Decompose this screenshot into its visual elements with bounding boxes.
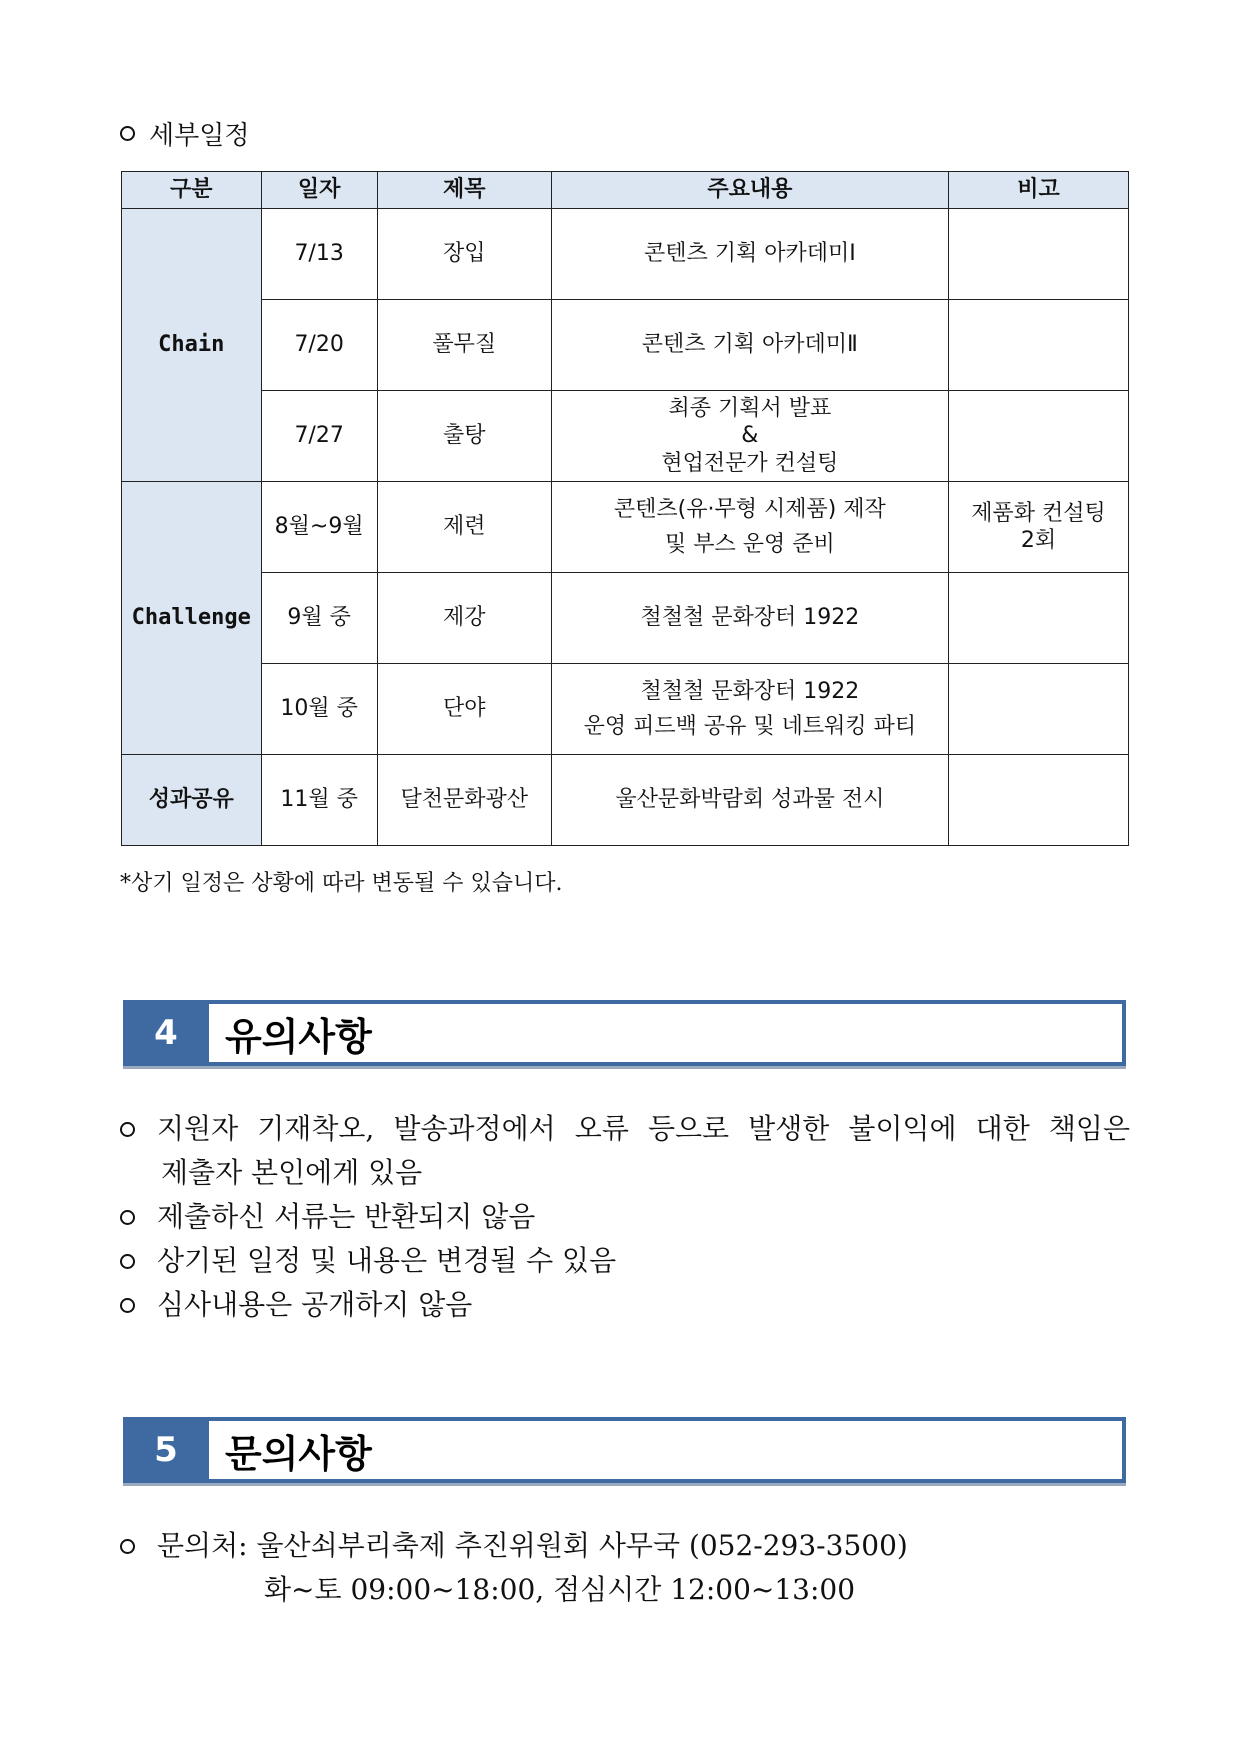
row-note bbox=[949, 573, 1129, 664]
row-content bbox=[551, 664, 948, 755]
content-line: 운영 피드백 공유 및 네트워킹 파티 bbox=[583, 714, 917, 739]
table-row bbox=[122, 209, 1129, 300]
row-title: 장입 bbox=[377, 209, 551, 300]
table-row bbox=[122, 664, 1129, 755]
row-note bbox=[949, 209, 1129, 300]
schedule-heading-text: 세부일정 bbox=[149, 121, 250, 151]
note-line: 2회 bbox=[1020, 528, 1057, 553]
row-content bbox=[551, 482, 948, 573]
content-line: 콘텐츠(유·무형 시제품) 제작 bbox=[613, 496, 886, 522]
notice-text: 제출하신 서류는 반환되지 않음 bbox=[157, 1200, 536, 1233]
notice-text: 지원자 기재착오, 발송과정에서 오류 등으로 발생한 불이익에 대한 책임은 bbox=[157, 1112, 1130, 1145]
row-title: 달천문화광산 bbox=[377, 755, 551, 846]
table-row bbox=[122, 300, 1129, 391]
section-4-title-box bbox=[209, 1000, 1126, 1066]
row-content: 콘텐츠 기획 아카데미Ⅰ bbox=[551, 209, 948, 300]
row-date: 9월 중 bbox=[261, 573, 377, 664]
row-title: 제련 bbox=[377, 482, 551, 573]
row-title: 출탕 bbox=[377, 391, 551, 482]
table-row bbox=[122, 482, 1129, 573]
row-date: 7/13 bbox=[261, 209, 377, 300]
list-item bbox=[120, 1283, 1130, 1327]
content-line: & bbox=[741, 423, 759, 449]
content-line: 및 부스 운영 준비 bbox=[664, 532, 835, 557]
table-row bbox=[122, 573, 1129, 664]
row-note bbox=[949, 391, 1129, 482]
circle-bullet-icon bbox=[120, 1122, 135, 1137]
schedule-heading bbox=[120, 115, 249, 152]
group-challenge-label: Challenge bbox=[131, 605, 251, 631]
row-title: 풀무질 bbox=[377, 300, 551, 391]
row-title: 단야 bbox=[377, 664, 551, 755]
circle-bullet-icon bbox=[120, 1298, 135, 1313]
section-5-title-box bbox=[209, 1417, 1126, 1483]
content-line: 최종 기획서 발표 bbox=[668, 395, 832, 421]
circle-bullet-icon bbox=[120, 1210, 135, 1225]
contact-text: 문의처: 울산쇠부리축제 추진위원회 사무국 (052-293-3500) bbox=[157, 1529, 908, 1562]
notice-continuation bbox=[120, 1151, 1130, 1195]
header-title: 제목 bbox=[377, 172, 551, 209]
group-chain bbox=[122, 209, 262, 482]
contact-list bbox=[120, 1524, 1130, 1612]
group-results bbox=[122, 755, 262, 846]
group-chain-label: Chain bbox=[158, 332, 225, 358]
row-note bbox=[949, 664, 1129, 755]
row-date: 11월 중 bbox=[261, 755, 377, 846]
contact-hours: 화~토 09:00~18:00, 점심시간 12:00~13:00 bbox=[264, 1573, 856, 1606]
section-5-title: 문의사항 bbox=[225, 1431, 372, 1476]
schedule-footnote: *상기 일정은 상황에 따라 변동될 수 있습니다. bbox=[120, 871, 563, 896]
row-note bbox=[949, 755, 1129, 846]
group-results-label: 성과공유 bbox=[148, 787, 234, 813]
row-content bbox=[551, 391, 948, 482]
circle-bullet-icon bbox=[120, 126, 135, 141]
notice-text: 심사내용은 공개하지 않음 bbox=[157, 1288, 473, 1321]
group-challenge bbox=[122, 482, 262, 755]
section-4-number: 4 bbox=[123, 1000, 209, 1066]
note-line: 제품화 컨설팅 bbox=[971, 500, 1106, 526]
section-4-title: 유의사항 bbox=[225, 1014, 372, 1059]
section-4-header bbox=[123, 1000, 1126, 1066]
row-content: 철철철 문화장터 1922 bbox=[551, 573, 948, 664]
row-date: 8월~9월 bbox=[261, 482, 377, 573]
row-date: 10월 중 bbox=[261, 664, 377, 755]
table-row bbox=[122, 391, 1129, 482]
circle-bullet-icon bbox=[120, 1254, 135, 1269]
header-category: 구분 bbox=[122, 172, 262, 209]
row-content: 울산문화박람회 성과물 전시 bbox=[551, 755, 948, 846]
list-item bbox=[120, 1107, 1130, 1151]
row-note bbox=[949, 300, 1129, 391]
notice-text: 상기된 일정 및 내용은 변경될 수 있음 bbox=[157, 1244, 617, 1277]
row-title: 제강 bbox=[377, 573, 551, 664]
section-5-header bbox=[123, 1417, 1126, 1483]
header-content: 주요내용 bbox=[551, 172, 948, 209]
list-item bbox=[120, 1195, 1130, 1239]
schedule-table bbox=[121, 171, 1129, 846]
list-item bbox=[120, 1524, 1130, 1568]
row-date: 7/27 bbox=[261, 391, 377, 482]
circle-bullet-icon bbox=[120, 1539, 135, 1554]
header-date: 일자 bbox=[261, 172, 377, 209]
section-5-number: 5 bbox=[123, 1417, 209, 1483]
table-header-row bbox=[122, 172, 1129, 209]
row-note bbox=[949, 482, 1129, 573]
content-line: 현업전문가 컨설팅 bbox=[661, 450, 839, 476]
notice-list bbox=[120, 1107, 1130, 1327]
content-line: 철철철 문화장터 1922 bbox=[640, 678, 860, 704]
header-note: 비고 bbox=[949, 172, 1129, 209]
table-row bbox=[122, 755, 1129, 846]
list-item bbox=[120, 1239, 1130, 1283]
row-date: 7/20 bbox=[261, 300, 377, 391]
row-content: 콘텐츠 기획 아카데미Ⅱ bbox=[551, 300, 948, 391]
notice-text-continued: 제출자 본인에게 있음 bbox=[161, 1156, 423, 1189]
